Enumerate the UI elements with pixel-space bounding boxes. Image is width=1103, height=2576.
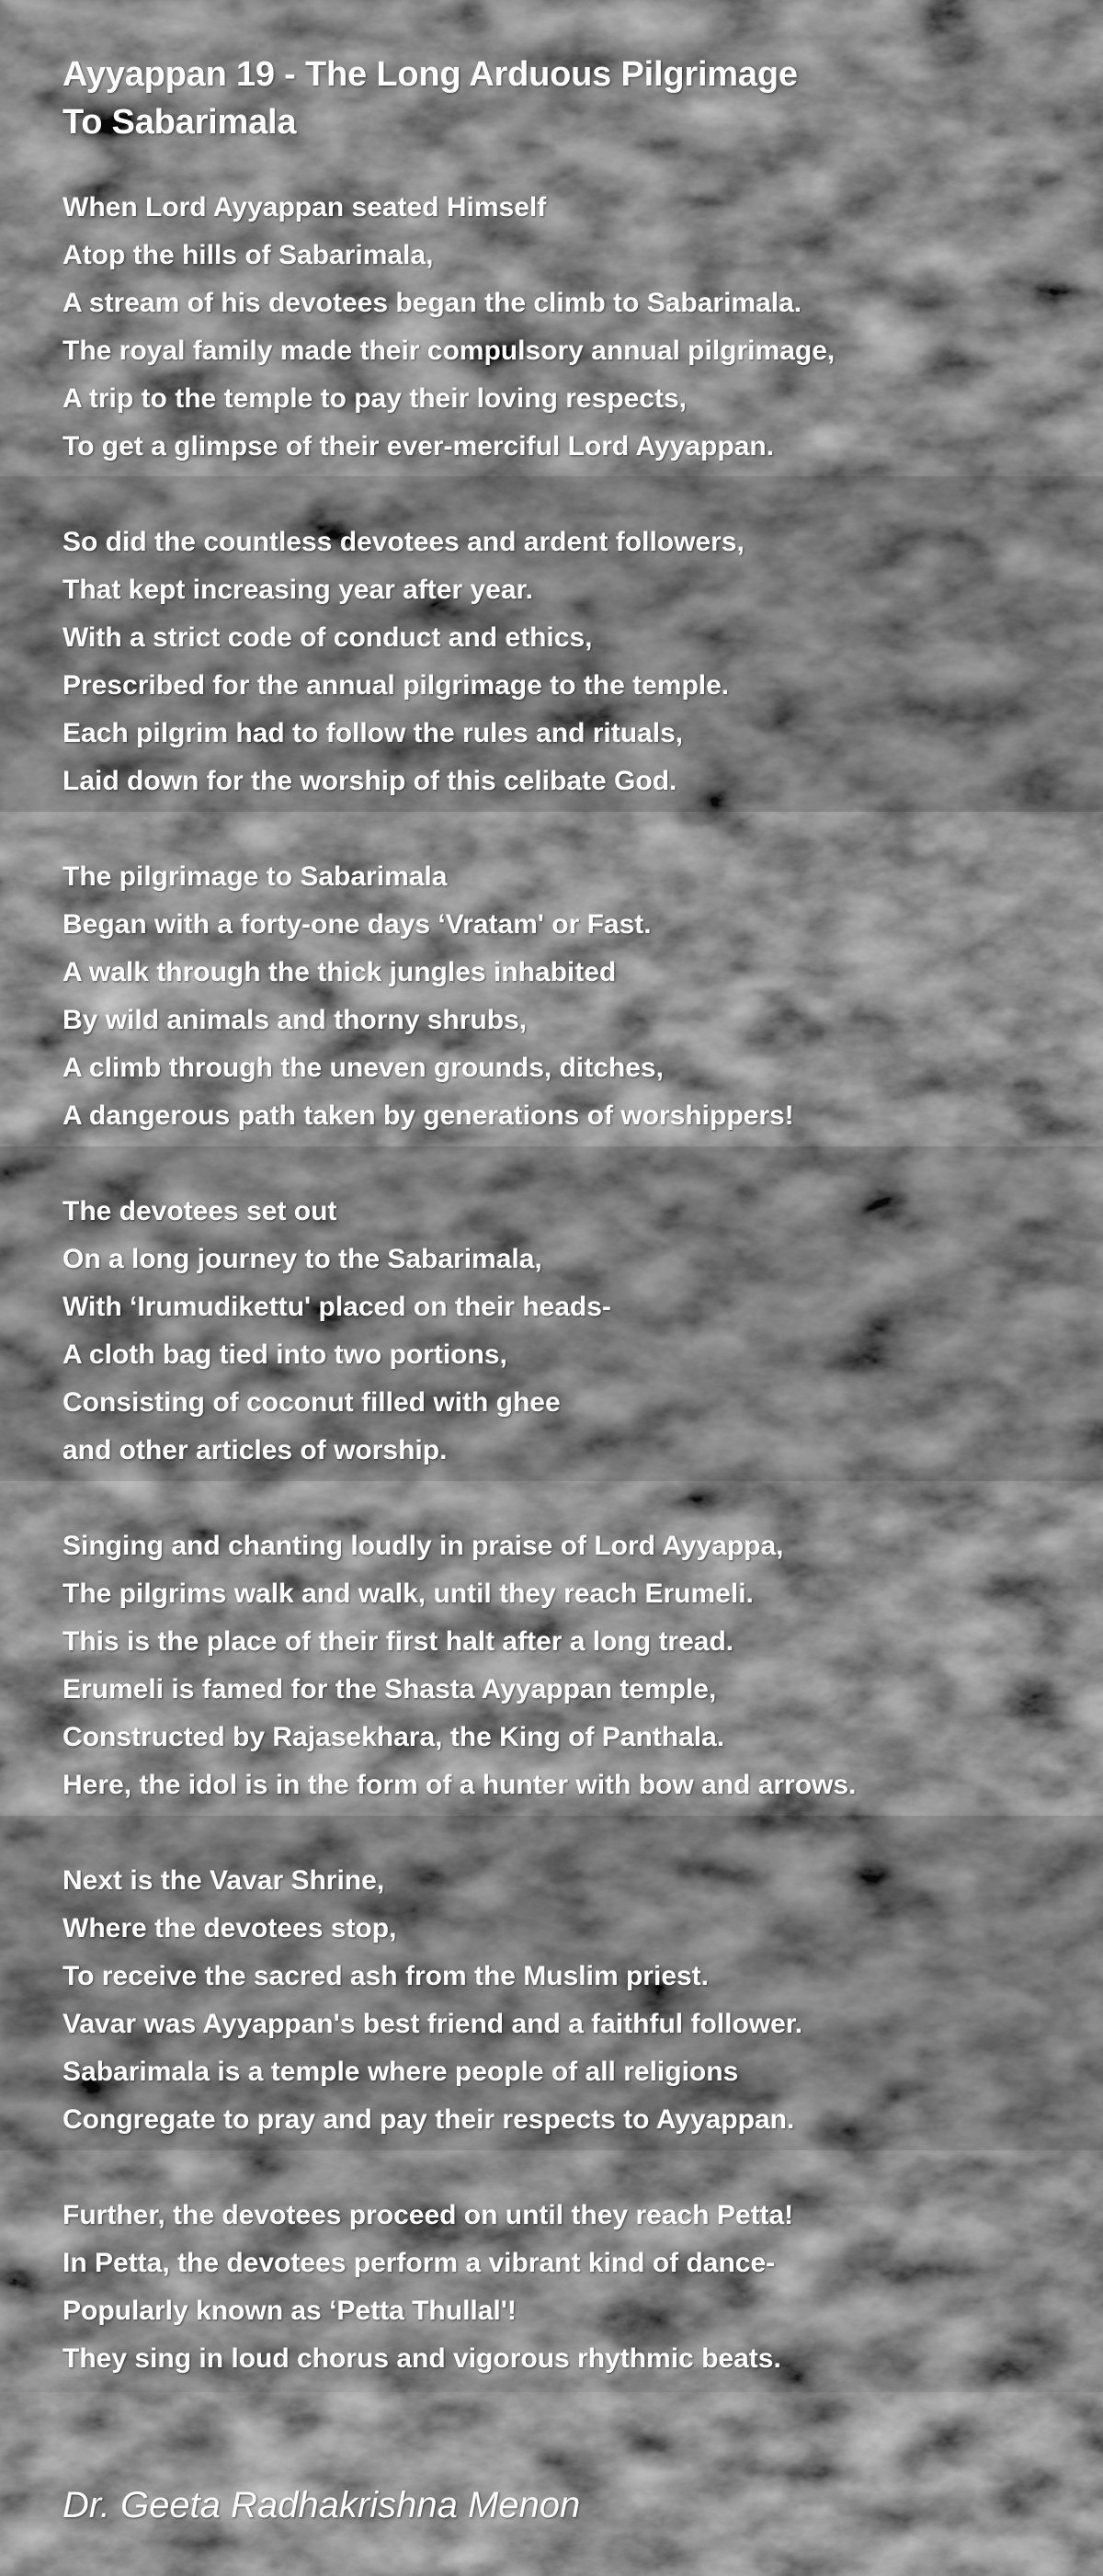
poem-line: The royal family made their compulsory annual pilgrimage,: [63, 336, 836, 366]
poem-line: With a strict code of conduct and ethics,: [63, 622, 593, 653]
poem-line: Erumeli is famed for the Shasta Ayyappan temple,: [63, 1674, 717, 1704]
poem-line: When Lord Ayyappan seated Himself: [63, 192, 547, 222]
poem-line: They sing in loud chorus and vigorous rhythmic beats.: [63, 2343, 781, 2374]
poem-line: Atop the hills of Sabarimala,: [63, 240, 434, 270]
poem-line: To get a glimpse of their ever-merciful Lord Ayyappan.: [63, 431, 775, 462]
poem-line: Popularly known as ‘Petta Thullal'!: [63, 2296, 517, 2326]
poem-line: To receive the sacred ash from the Muslim priest.: [63, 1961, 710, 1991]
poem-line: Vavar was Ayyappan's best friend and a faithful follower.: [63, 2009, 803, 2039]
poem-line: Sabarimala is a temple where people of all religions: [63, 2057, 739, 2087]
poem-line: and other articles of worship.: [63, 1435, 448, 1465]
poem-line: This is the place of their first halt after a long tread.: [63, 1626, 734, 1657]
poem-line: Prescribed for the annual pilgrimage to the temple.: [63, 670, 730, 701]
poem-line: A climb through the uneven grounds, ditches,: [63, 1053, 664, 1083]
poem-line: Began with a forty-one days ‘Vratam' or Fast.: [63, 909, 652, 940]
poem-line: So did the countless devotees and ardent followers,: [63, 527, 745, 557]
poem-line: Congregate to pray and pay their respects to Ayyappan.: [63, 2104, 795, 2135]
poem-line: The pilgrimage to Sabarimala: [63, 861, 448, 892]
poem-line: Constructed by Rajasekhara, the King of Panthala.: [63, 1722, 725, 1752]
poem-line: That kept increasing year after year.: [63, 575, 533, 605]
poem-line: The devotees set out: [63, 1196, 337, 1226]
poem-line: By wild animals and thorny shrubs,: [63, 1005, 528, 1035]
poem-line: A trip to the temple to pay their loving respects,: [63, 383, 687, 414]
poem-line: The pilgrims walk and walk, until they reach Erumeli.: [63, 1579, 754, 1609]
poem-line: In Petta, the devotees perform a vibrant kind of dance-: [63, 2248, 776, 2278]
poem-title: [63, 51, 982, 146]
poem-line: Further, the devotees proceed on until they reach Petta!: [63, 2200, 794, 2230]
author-name: Dr. Geeta Radhakrishna Menon: [63, 2485, 581, 2525]
poem-line: On a long journey to the Sabarimala,: [63, 1244, 542, 1274]
poem-line: A dangerous path taken by generations of worshippers!: [63, 1100, 794, 1131]
poem-line: Laid down for the worship of this celibate God.: [63, 766, 677, 796]
poem-line: Where the devotees stop,: [63, 1913, 397, 1943]
poem-line: Singing and chanting loudly in praise of Lord Ayyappa,: [63, 1531, 784, 1561]
poem-line: With ‘Irumudikettu' placed on their heads-: [63, 1292, 611, 1322]
poem-line: Next is the Vavar Shrine,: [63, 1865, 385, 1896]
title-line: Ayyappan 19 - The Long Arduous Pilgrimage: [63, 55, 798, 94]
poem-line: A walk through the thick jungles inhabited: [63, 957, 617, 987]
poem-line: Each pilgrim had to follow the rules and rituals,: [63, 718, 684, 748]
poem-line: A cloth bag tied into two portions,: [63, 1339, 507, 1370]
poem-line: A stream of his devotees began the climb to Sabarimala.: [63, 288, 802, 318]
poem-line: Consisting of coconut filled with ghee: [63, 1387, 561, 1418]
title-line: To Sabarimala: [63, 103, 297, 142]
poem-line: Here, the idol is in the form of a hunter with bow and arrows.: [63, 1770, 857, 1800]
